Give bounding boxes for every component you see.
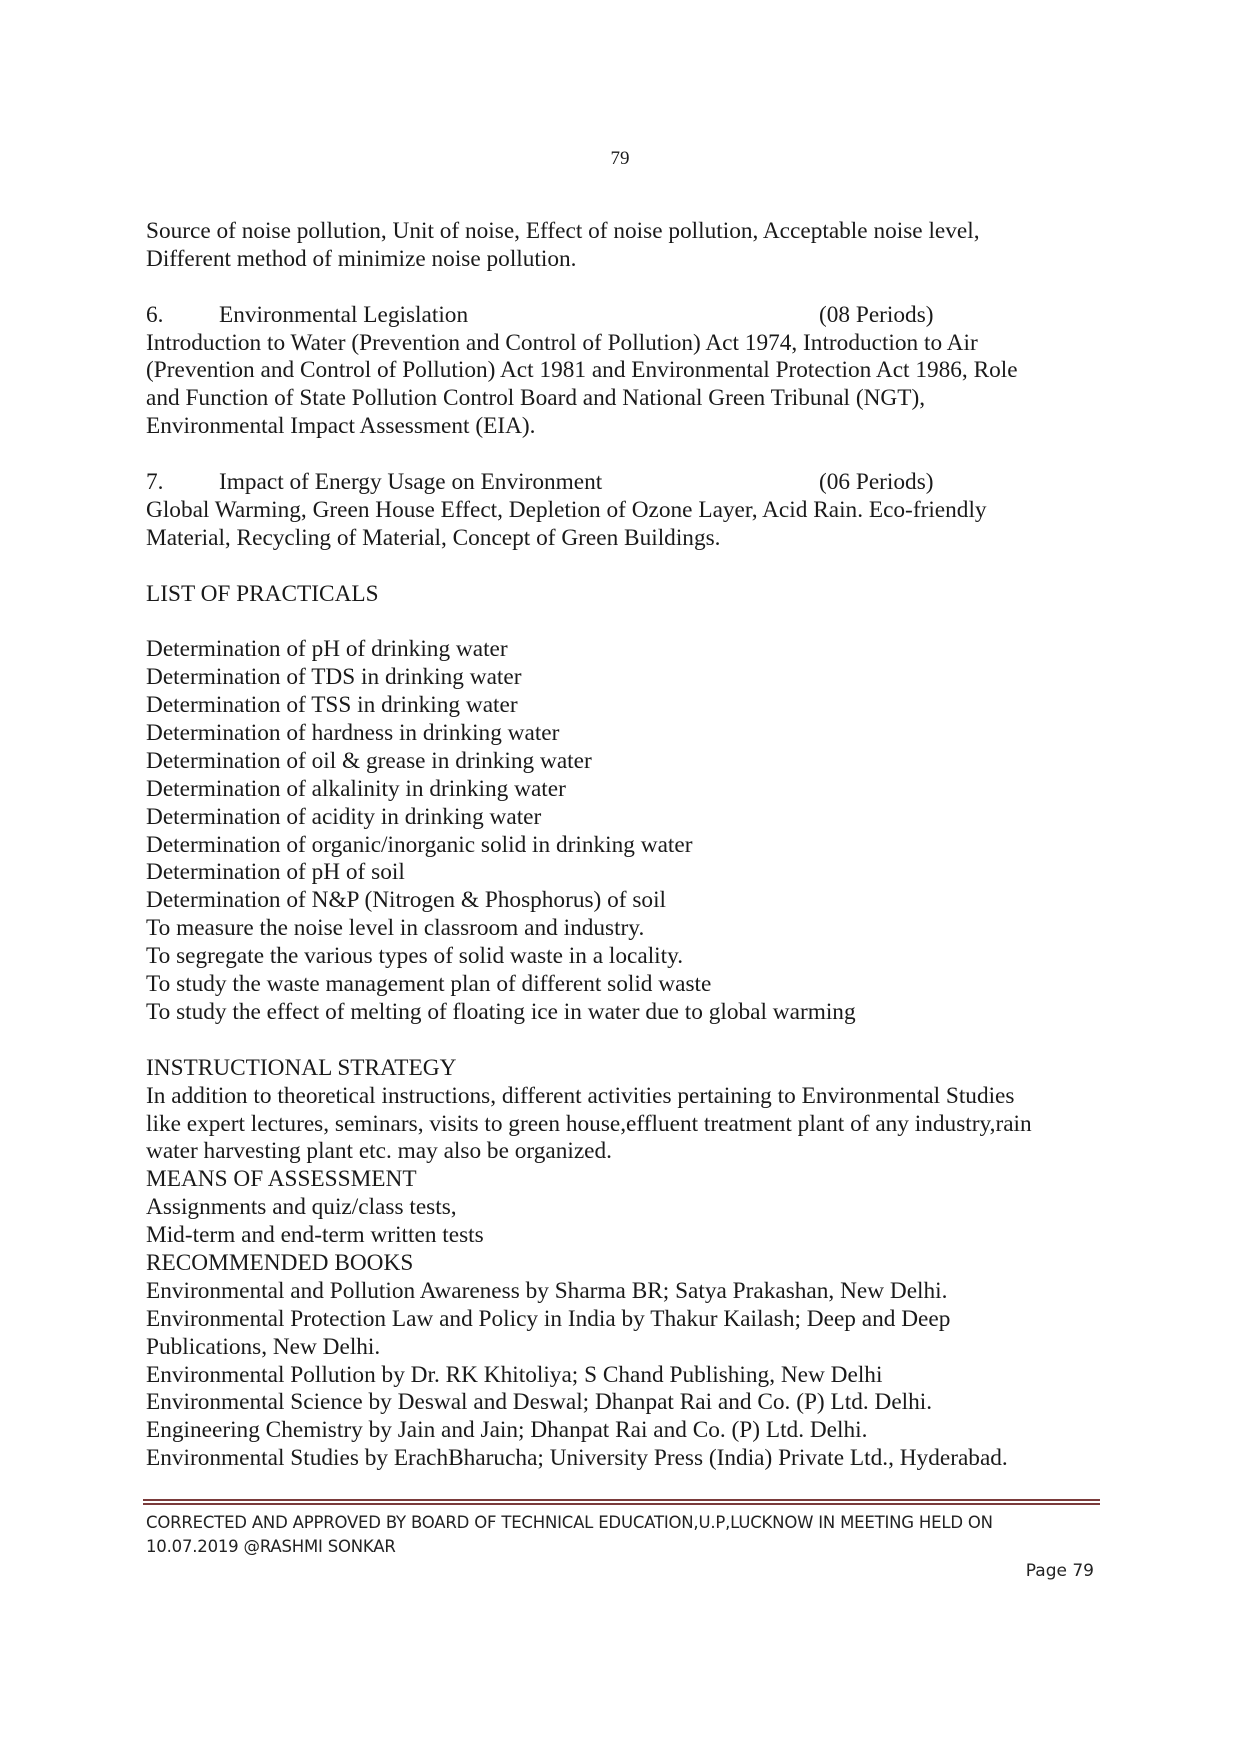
unit-text-line: Material, Recycling of Material, Concept of Green Buildings.: [146, 524, 721, 551]
unit-text-line: Introduction to Water (Prevention and Control of Pollution) Act 1974, Introduction to Air: [146, 329, 978, 356]
practicals-heading: LIST OF PRACTICALS: [146, 580, 379, 607]
book-line: Publications, New Delhi.: [146, 1333, 381, 1360]
document-body: [146, 218, 1106, 1473]
footer-line: 10.07.2019 @RASHMI SONKAR: [146, 1536, 396, 1556]
unit-text-line: Environmental Impact Assessment (EIA).: [146, 413, 536, 440]
footer-divider: [143, 1499, 1100, 1505]
book-line: Environmental Pollution by Dr. RK Khitoliya; S Chand Publishing, New Delhi: [146, 1361, 883, 1388]
unit-number: 7.: [146, 469, 164, 496]
intro-line: Different method of minimize noise pollution.: [146, 245, 577, 272]
unit-text-line: (Prevention and Control of Pollution) Act 1981 and Environmental Protection Act 1986, Role: [146, 357, 1018, 384]
practical-item: To study the effect of melting of floating ice in water due to global warming: [146, 998, 856, 1025]
practical-item: Determination of alkalinity in drinking water: [146, 775, 566, 802]
strategy-line: like expert lectures, seminars, visits to green house,effluent treatment plant of any industry,rain: [146, 1110, 1032, 1137]
practical-item: Determination of TDS in drinking water: [146, 664, 522, 691]
strategy-line: In addition to theoretical instructions, different activities pertaining to Environmental Studies: [146, 1082, 1015, 1109]
unit-text-line: and Function of State Pollution Control Board and National Green Tribunal (NGT),: [146, 385, 926, 412]
practical-item: Determination of acidity in drinking water: [146, 803, 542, 830]
strategy-line: water harvesting plant etc. may also be organized.: [146, 1138, 612, 1165]
practical-item: To segregate the various types of solid waste in a locality.: [146, 943, 684, 970]
footer-page-label: Page 79: [1025, 1561, 1094, 1581]
assessment-line: Mid-term and end-term written tests: [146, 1222, 484, 1249]
unit-periods: (06 Periods): [819, 469, 934, 496]
unit-title: Impact of Energy Usage on Environment: [219, 469, 603, 496]
unit-heading: [146, 302, 1106, 330]
intro-line: Source of noise pollution, Unit of noise, Effect of noise pollution, Acceptable noise level,: [146, 218, 980, 244]
practical-item: Determination of pH of soil: [146, 859, 405, 886]
book-line: Environmental Protection Law and Policy in India by Thakur Kailash; Deep and Deep: [146, 1305, 951, 1332]
practical-item: To study the waste management plan of different solid waste: [146, 971, 712, 998]
book-line: Environmental Studies by ErachBharucha; University Press (India) Private Ltd., Hyderabad.: [146, 1445, 1008, 1472]
book-line: Environmental Science by Deswal and Deswal; Dhanpat Rai and Co. (P) Ltd. Delhi.: [146, 1389, 933, 1416]
footer-line: CORRECTED AND APPROVED BY BOARD OF TECHNICAL EDUCATION,U.P,LUCKNOW IN MEETING HELD ON: [146, 1513, 993, 1532]
practical-item: Determination of hardness in drinking water: [146, 720, 560, 747]
unit-periods: (08 Periods): [819, 301, 934, 328]
assessment-heading: MEANS OF ASSESSMENT: [146, 1166, 417, 1193]
book-line: Engineering Chemistry by Jain and Jain; Dhanpat Rai and Co. (P) Ltd. Delhi.: [146, 1417, 868, 1444]
practical-item: Determination of organic/inorganic solid in drinking water: [146, 831, 693, 858]
practical-item: Determination of pH of drinking water: [146, 636, 508, 663]
footer-note: [146, 1511, 1106, 1558]
unit-heading: [146, 469, 1106, 497]
assessment-line: Assignments and quiz/class tests,: [146, 1194, 457, 1221]
practical-item: Determination of N&P (Nitrogen & Phosphorus) of soil: [146, 887, 667, 914]
book-line: Environmental and Pollution Awareness by Sharma BR; Satya Prakashan, New Delhi.: [146, 1277, 948, 1304]
unit-text-line: Global Warming, Green House Effect, Depletion of Ozone Layer, Acid Rain. Eco-friendly: [146, 496, 987, 523]
practical-item: Determination of TSS in drinking water: [146, 692, 518, 719]
strategy-heading: INSTRUCTIONAL STRATEGY: [146, 1054, 457, 1081]
practical-item: Determination of oil & grease in drinking water: [146, 747, 592, 774]
books-heading: RECOMMENDED BOOKS: [146, 1249, 414, 1276]
page-number-top: 79: [610, 148, 630, 169]
practical-item: To measure the noise level in classroom and industry.: [146, 915, 645, 942]
unit-number: 6.: [146, 301, 164, 328]
unit-title: Environmental Legislation: [219, 301, 469, 328]
